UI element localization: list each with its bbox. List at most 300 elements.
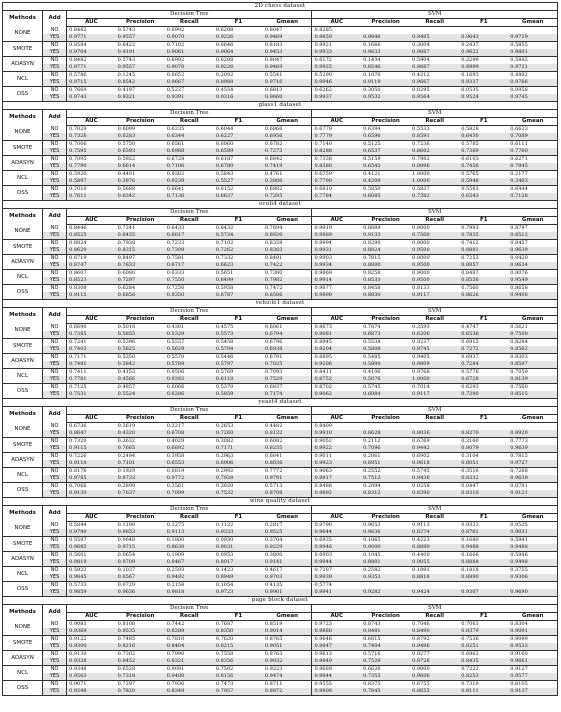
metric-value — [459, 27, 508, 35]
metric-value: 0.9000 — [361, 544, 410, 552]
metric-value: 0.5743 — [117, 57, 136, 63]
metric-value: 0.7320 — [69, 438, 87, 444]
metric-value: 0.7310 — [461, 681, 479, 687]
metric-value: 0.9117 — [410, 292, 459, 300]
metric-value: 0.7290 — [459, 391, 508, 399]
metric-value: 0.9300 — [67, 643, 116, 651]
metric-value: 0.7029 — [69, 126, 87, 132]
metric-header-gmean: Gmean — [508, 19, 557, 27]
metric-value: 0.9844 — [312, 673, 361, 681]
table-row — [3, 369, 558, 377]
metric-value: 0.9525 — [508, 522, 557, 530]
metric-value: 0.2217 — [166, 423, 185, 429]
metric-value: 0.7174 — [263, 391, 312, 399]
classifier-decision-tree: Decision Tree — [67, 506, 312, 514]
table-row — [3, 57, 558, 65]
metric-header-precision: Precision — [361, 415, 410, 423]
metric-value: 0.2552 — [363, 468, 381, 474]
metric-value: 0.5855 — [508, 42, 557, 50]
metric-value: 0.7957 — [214, 688, 263, 696]
metric-value: 0.8308 — [69, 285, 87, 291]
metric-value: 0.9353 — [361, 574, 410, 582]
metric-value: 0.9644 — [312, 529, 361, 537]
metric-value: 0.9392 — [165, 376, 214, 384]
metric-value: 0.5350 — [117, 354, 136, 360]
table-row — [3, 94, 558, 102]
metric-header-f1: F1 — [459, 613, 508, 621]
metric-value: 0.9121 — [508, 490, 557, 498]
metric-value: 0.5704 — [214, 346, 263, 354]
method-name: SMOTE — [3, 438, 43, 453]
metric-value: 0.6759 — [314, 171, 332, 177]
table-row — [3, 666, 558, 674]
metric-value: 0.9715 — [116, 544, 165, 552]
metric-value: 0.2992 — [215, 468, 234, 474]
metric-value: 0.5797 — [214, 361, 263, 369]
metric-value: 0.8310 — [459, 490, 508, 498]
metric-value: 0.9110 — [67, 460, 116, 468]
metric-header-row — [3, 217, 558, 225]
classifier-header-row — [3, 308, 558, 316]
metric-value: 0.6286 — [165, 391, 214, 399]
metric-value: 0.7694 — [263, 225, 312, 233]
metric-header-recall: Recall — [410, 217, 459, 225]
metric-value: 0.7982 — [412, 156, 430, 162]
metric-value: 0.5018 — [117, 324, 136, 330]
metric-value: 0.7262 — [214, 247, 263, 255]
method-name: NONE — [3, 27, 43, 42]
metric-value: 0.4747 — [461, 324, 479, 330]
metric-value: 0.8457 — [508, 240, 557, 248]
metric-value: 0.6873 — [361, 331, 410, 339]
add-flag: YES — [43, 292, 67, 300]
metric-value: 0.7993 — [461, 225, 479, 231]
metric-value: 0.7529 — [361, 658, 410, 666]
metric-value: 0.8388 — [312, 163, 361, 171]
dataset-title-row — [3, 300, 558, 308]
metric-value: 0.6623 — [214, 262, 263, 270]
metric-value: 0.9099 — [508, 636, 557, 644]
metric-value: 0.8949 — [214, 574, 263, 582]
dataset-title-row — [3, 498, 558, 506]
metric-value: 0.6435 — [116, 232, 165, 240]
add-flag: YES — [43, 628, 67, 636]
metric-header-f1: F1 — [459, 118, 508, 126]
metric-value: 0.9533 — [508, 643, 557, 651]
metric-value: 0.9496 — [410, 643, 459, 651]
metric-value: 0.1891 — [412, 567, 430, 573]
metric-header-precision: Precision — [361, 316, 410, 324]
method-name: SMOTE — [3, 537, 43, 552]
classifier-svm: SVM — [312, 11, 558, 19]
add-header: Add — [43, 407, 67, 423]
metric-value: 0.9115 — [67, 292, 116, 300]
add-flag: NO — [43, 354, 67, 362]
metric-value: 0.8801 — [361, 559, 410, 567]
metric-value: 0.9506 — [166, 369, 185, 375]
table-row — [3, 270, 558, 278]
metric-value: 0.5734 — [214, 232, 263, 240]
add-flag: NO — [43, 537, 67, 545]
metric-value: 0.8312 — [361, 490, 410, 498]
metric-value: 0.6111 — [508, 141, 557, 149]
metric-value: 0.3104 — [461, 453, 479, 459]
classifier-decision-tree: Decision Tree — [67, 605, 312, 613]
metric-value: 0.2061 — [363, 453, 381, 459]
metric-value: 0.9500 — [410, 262, 459, 270]
metric-value: 0.2177 — [508, 171, 557, 179]
metric-value: 0.8890 — [459, 574, 508, 582]
metric-value: 0.9636 — [361, 529, 410, 537]
metric-value: 0.6787 — [214, 292, 263, 300]
classifier-svm: SVM — [312, 209, 558, 217]
metric-value: 0.3082 — [215, 438, 234, 444]
metric-value: 0.6099 — [117, 126, 136, 132]
metric-value: 0.5688 — [117, 186, 136, 192]
add-flag: YES — [43, 589, 67, 597]
metric-value: 0.5446 — [215, 354, 234, 360]
metric-value: 0.8079 — [459, 445, 508, 453]
method-name: NONE — [3, 225, 43, 240]
results-sheet — [2, 2, 558, 696]
metric-value: 0.7512 — [361, 475, 410, 483]
metric-value: 0.9091 — [166, 666, 185, 672]
metric-value: 0.0295 — [412, 87, 430, 93]
table-row — [3, 391, 558, 399]
metric-value: 0.9130 — [67, 490, 116, 498]
metric-value: 0.8482 — [69, 27, 87, 33]
metric-value: 0.7297 — [117, 681, 136, 687]
metric-value: 0.3516 — [461, 468, 479, 474]
metric-value: 0.9653 — [363, 522, 381, 528]
table-row — [3, 178, 558, 186]
metric-value: 0.8761 — [459, 529, 508, 537]
metric-value: 0.7063 — [461, 621, 479, 627]
metric-value: 0.8890 — [410, 544, 459, 552]
metric-value: 0.3020 — [215, 483, 234, 489]
method-name: ADASYN — [3, 255, 43, 270]
table-row — [3, 277, 558, 285]
metric-value: 0.9768 — [412, 369, 430, 375]
metric-value: 0.6796 — [263, 339, 312, 347]
metric-value: 0.6782 — [263, 141, 312, 149]
metric-value: 0.7772 — [263, 468, 312, 476]
metric-value: 0.9845 — [67, 574, 116, 582]
metric-value: 0.7810 — [166, 636, 185, 642]
metric-value: 0.7207 — [314, 567, 332, 573]
metric-value: 0.9946 — [312, 79, 361, 87]
metric-value: 0.6866 — [263, 126, 312, 134]
metric-value: 0.6344 — [165, 133, 214, 141]
metric-value: 0.6208 — [215, 27, 234, 33]
metric-value: 0.9772 — [165, 475, 214, 483]
metric-value: 0.5458 — [215, 339, 234, 345]
table-row — [3, 438, 558, 446]
table-row — [3, 552, 558, 560]
add-flag: NO — [43, 666, 67, 674]
metric-value: 0.8743 — [363, 621, 381, 627]
metric-value: 0.8253 — [459, 673, 508, 681]
metric-value: 0.8533 — [361, 277, 410, 285]
add-flag: YES — [43, 133, 67, 141]
metric-header-gmean: Gmean — [508, 514, 557, 522]
metric-value: 0.8525 — [67, 232, 116, 240]
metric-value: 0.9051 — [263, 643, 312, 651]
metric-value: 0.9277 — [412, 651, 430, 657]
metric-value: 0.7558 — [215, 651, 234, 657]
metric-value: 0.8711 — [263, 681, 312, 689]
metric-value: 0.7171 — [69, 354, 87, 360]
metric-value: 0.6938 — [263, 346, 312, 354]
metric-value: 0.7982 — [263, 277, 312, 285]
table-row — [3, 490, 558, 498]
metric-header-recall: Recall — [165, 19, 214, 27]
metric-value: 0.9206 — [312, 361, 361, 369]
table-row — [3, 460, 558, 468]
metric-value: 0.7532 — [214, 490, 263, 498]
metric-value: 0.8988 — [214, 79, 263, 87]
table-row — [3, 339, 558, 347]
metric-value: 0.8289 — [165, 628, 214, 636]
metric-value: 0.9052 — [314, 438, 332, 444]
metric-value: 0.9704 — [67, 49, 116, 57]
metric-value: 0.5800 — [361, 361, 410, 369]
add-flag: NO — [43, 681, 67, 689]
metric-value: 0.6235 — [166, 126, 185, 132]
metric-value: 0.9488 — [508, 544, 557, 552]
metric-value: 0.6187 — [215, 156, 234, 162]
table-row — [3, 163, 558, 171]
metric-header-precision: Precision — [361, 613, 410, 621]
metric-value: 0.8881 — [459, 247, 508, 255]
add-flag: YES — [43, 574, 67, 582]
classifier-header-row — [3, 605, 558, 613]
add-flag: YES — [43, 79, 67, 87]
method-name: NCL — [3, 567, 43, 582]
metric-value: 0.9917 — [312, 475, 361, 483]
table-row — [3, 643, 558, 651]
metric-value: 0.1180 — [117, 522, 136, 528]
metric-value — [410, 582, 459, 590]
metric-value: 0.7581 — [166, 255, 185, 261]
metric-value: 0.9011 — [314, 453, 332, 459]
metric-value: 0.7025 — [263, 361, 312, 369]
metric-value: 0.5370 — [215, 384, 234, 390]
metric-value: 0.8303 — [263, 247, 312, 255]
results-table-body — [3, 3, 558, 696]
table-row — [3, 673, 558, 681]
metric-value: 0.5629 — [165, 346, 214, 354]
metric-value: 0.9646 — [314, 636, 332, 642]
method-name: SMOTE — [3, 339, 43, 354]
metric-header-auc: AUC — [67, 514, 116, 522]
metric-value: 0.9248 — [67, 688, 116, 696]
metric-header-auc: AUC — [312, 217, 361, 225]
add-header: Add — [43, 308, 67, 324]
metric-value: 0.9062 — [312, 391, 361, 399]
metric-value: 0.9557 — [116, 34, 165, 42]
metric-header-auc: AUC — [67, 19, 116, 27]
metric-value: 0.9453 — [263, 49, 312, 57]
add-flag: NO — [43, 483, 67, 491]
method-name: NCL — [3, 270, 43, 285]
metric-value: 0.3403 — [508, 178, 557, 186]
metric-value: 0.9723 — [214, 589, 263, 597]
metric-value: 0.6902 — [412, 453, 430, 459]
metric-value: 0.8350 — [165, 292, 214, 300]
metric-value: 0.2653 — [215, 423, 234, 429]
metric-value: 0.9469 — [263, 34, 312, 42]
add-flag: YES — [43, 559, 67, 567]
metric-value: 0.6596 — [361, 133, 410, 141]
table-row — [3, 171, 558, 179]
metric-value: 0.9348 — [69, 666, 87, 672]
metric-value: 0.6208 — [215, 57, 234, 63]
method-name: SMOTE — [3, 42, 43, 57]
metric-value: 0.8133 — [412, 285, 430, 291]
metric-value: 0.9321 — [116, 94, 165, 102]
add-flag: NO — [43, 621, 67, 629]
metric-value: 0.7014 — [412, 384, 430, 390]
dataset-title: page block dataset — [3, 597, 558, 605]
metric-value: 0.5926 — [69, 171, 87, 177]
metric-value: 0.9333 — [214, 529, 263, 537]
metric-value: 0.4575 — [215, 324, 234, 330]
metric-value: 0.6802 — [263, 186, 312, 194]
metric-value: 0.8000 — [412, 255, 430, 261]
metric-value: 0.7620 — [215, 636, 234, 642]
method-name: OSS — [3, 681, 43, 696]
metric-value: 0.7302 — [117, 651, 136, 657]
metric-value: 0.7233 — [166, 240, 185, 246]
metric-value: 0.5533 — [412, 126, 430, 132]
metric-value — [410, 423, 459, 431]
classifier-header-row — [3, 506, 558, 514]
table-row — [3, 285, 558, 293]
metric-value: 0.6017 — [165, 232, 214, 240]
metric-value: 0.7241 — [117, 225, 136, 231]
metric-header-gmean: Gmean — [263, 118, 312, 126]
table-row — [3, 475, 558, 483]
metric-value: 0.7295 — [263, 193, 312, 201]
classifier-svm: SVM — [312, 605, 558, 613]
add-flag: YES — [43, 376, 67, 384]
metric-value: 0.9333 — [461, 522, 479, 528]
metric-value: 0.9549 — [508, 277, 557, 285]
add-header: Add — [43, 209, 67, 225]
metric-value: 0.7845 — [361, 688, 410, 696]
metric-value: 0.9442 — [410, 445, 459, 453]
metric-value: 0.8288 — [312, 148, 361, 156]
dataset-title-row — [3, 3, 558, 11]
metric-value — [508, 423, 557, 431]
metric-value: 0.9941 — [312, 589, 361, 597]
metric-header-precision: Precision — [361, 514, 410, 522]
metric-value: 0.9790 — [67, 529, 116, 537]
metric-header-f1: F1 — [214, 613, 263, 621]
metric-header-f1: F1 — [214, 217, 263, 225]
method-name: ADASYN — [3, 453, 43, 468]
metric-header-recall: Recall — [165, 514, 214, 522]
metric-value: 0.8702 — [314, 384, 332, 390]
metric-value: 0.6779 — [314, 126, 332, 132]
table-row — [3, 87, 558, 95]
classifier-decision-tree: Decision Tree — [67, 407, 312, 415]
metric-value: 0.5541 — [263, 72, 312, 80]
table-row — [3, 255, 558, 263]
table-row — [3, 42, 558, 50]
metric-value: 0.6815 — [363, 636, 381, 642]
add-flag: NO — [43, 453, 67, 461]
metric-value: 0.9226 — [214, 64, 263, 72]
metric-value: 0.8105 — [508, 681, 557, 689]
metric-header-precision: Precision — [116, 118, 165, 126]
methods-header: Methods — [3, 407, 43, 423]
metric-value: 0.6283 — [116, 133, 165, 141]
metric-header-row — [3, 118, 558, 126]
metric-value: 0.5776 — [461, 369, 479, 375]
metric-value: 0.9721 — [508, 64, 557, 72]
metric-header-auc: AUC — [67, 316, 116, 324]
metric-value: 0.1693 — [461, 72, 479, 78]
metric-header-recall: Recall — [410, 118, 459, 126]
metric-value: 0.7773 — [508, 438, 557, 446]
metric-value: 0.6152 — [215, 186, 234, 192]
methods-header: Methods — [3, 506, 43, 522]
metric-value: 0.6690 — [69, 324, 87, 330]
add-flag: NO — [43, 423, 67, 431]
metric-value: 0.7990 — [166, 651, 185, 657]
metric-value: 0.5573 — [214, 331, 263, 339]
metric-value: 0.7318 — [116, 673, 165, 681]
metric-value: 0.9660 — [263, 94, 312, 102]
metric-value: 0.6499 — [214, 277, 263, 285]
add-flag: NO — [43, 126, 67, 134]
classifier-decision-tree: Decision Tree — [67, 308, 312, 316]
metric-value: 0.9492 — [165, 574, 214, 582]
add-header: Add — [43, 11, 67, 27]
metric-value: 0.8996 — [410, 163, 459, 171]
metric-value: 0.4209 — [361, 178, 410, 186]
metric-value: 0.7272 — [459, 346, 508, 354]
table-row — [3, 559, 558, 567]
metric-header-f1: F1 — [459, 415, 508, 423]
method-name: NONE — [3, 522, 43, 537]
metric-value: 0.8945 — [314, 339, 332, 345]
metric-header-auc: AUC — [312, 613, 361, 621]
metric-value: 0.6206 — [410, 331, 459, 339]
methods-header: Methods — [3, 11, 43, 27]
metric-header-recall: Recall — [410, 316, 459, 324]
metric-value: 0.6708 — [165, 430, 214, 438]
metric-value: 0.5745 — [412, 468, 430, 474]
table-row — [3, 529, 558, 537]
metric-value: 0.6537 — [361, 148, 410, 156]
metric-value: 0.8111 — [459, 688, 508, 696]
metric-value: 0.9133 — [361, 232, 410, 240]
metric-value: 0.7529 — [263, 376, 312, 384]
metric-header-f1: F1 — [214, 415, 263, 423]
metric-value: 0.5538 — [363, 339, 381, 345]
add-flag: YES — [43, 64, 67, 72]
table-row — [3, 156, 558, 164]
metric-value: 0.5774 — [314, 582, 332, 588]
metric-value: 0.6903 — [314, 552, 332, 558]
metric-value: 0.6780 — [214, 163, 263, 171]
metric-value: 0.0447 — [461, 483, 479, 489]
metric-value: 0.5485 — [363, 354, 381, 360]
dataset-title-row — [3, 597, 558, 605]
